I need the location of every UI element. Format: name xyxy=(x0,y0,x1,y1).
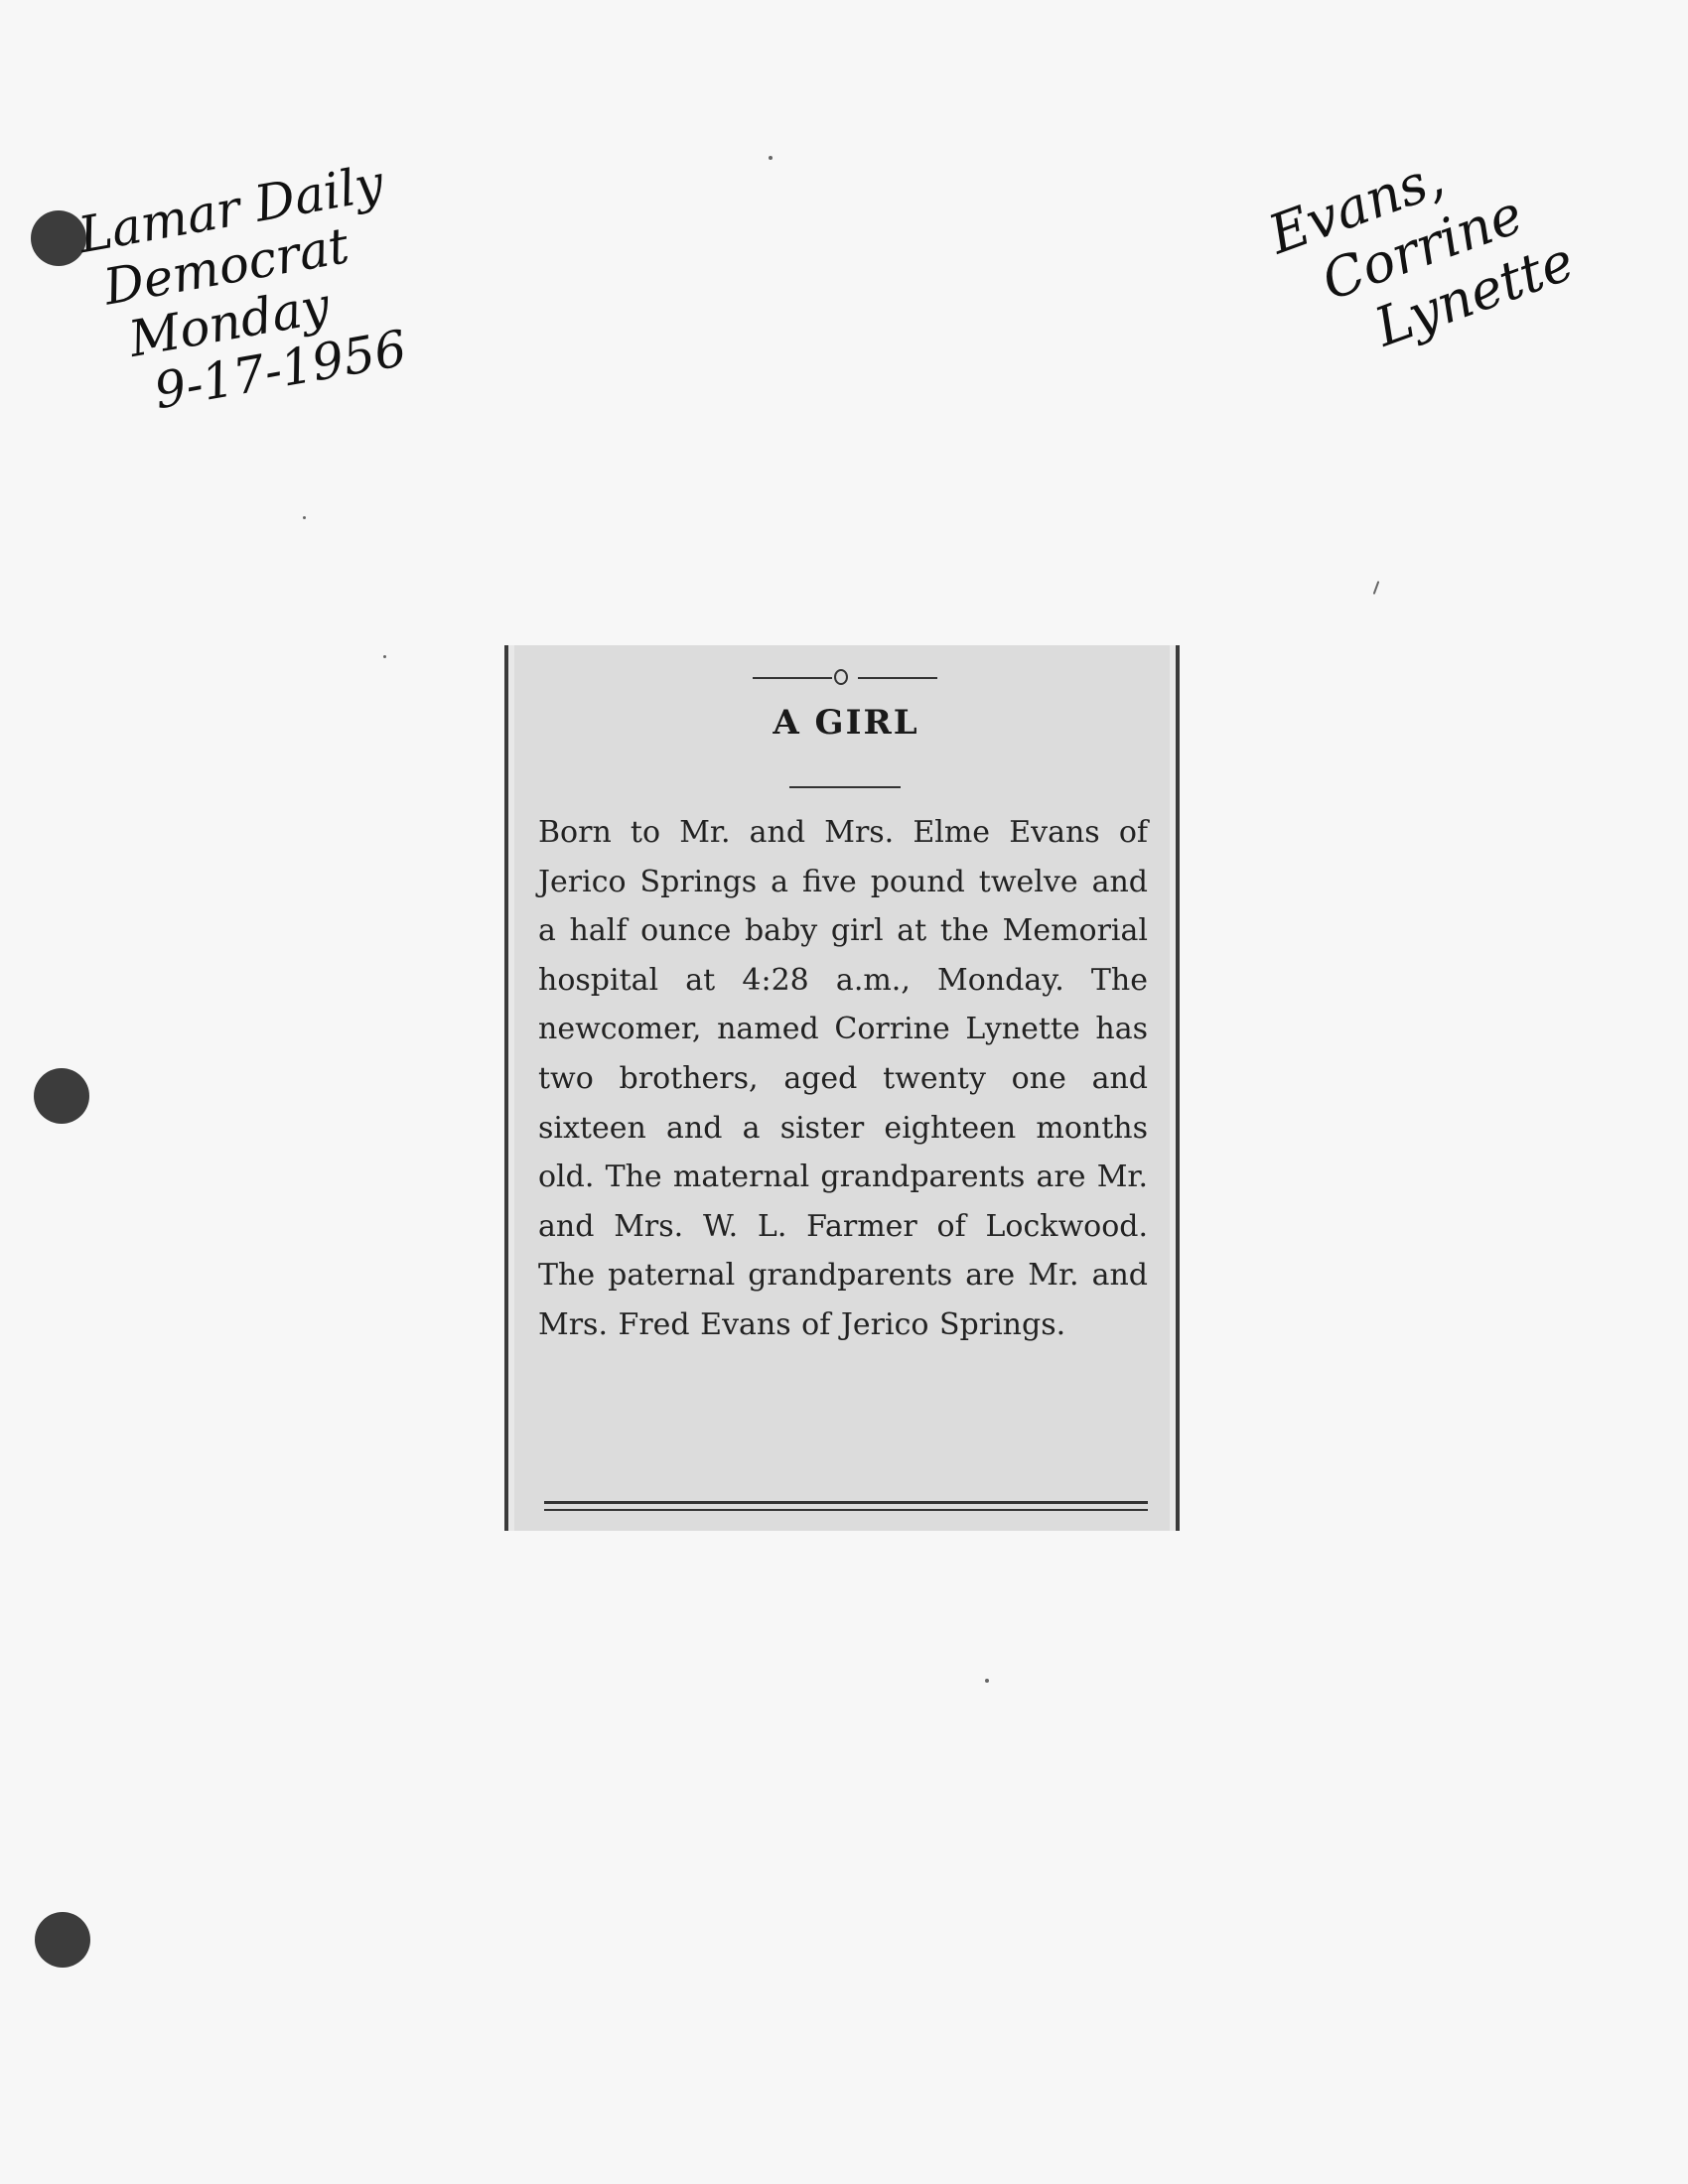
bottom-rule xyxy=(544,1501,1148,1504)
dust-speck xyxy=(303,516,306,519)
dust-speck xyxy=(985,1679,989,1683)
punch-hole xyxy=(35,1912,90,1968)
dust-speck xyxy=(769,156,773,160)
clipping-headline: A GIRL xyxy=(773,703,919,743)
headline-ornament xyxy=(834,669,848,685)
newspaper-clipping xyxy=(504,645,1180,1531)
handwritten-name-note: Evans, Corrine Lynette xyxy=(1260,145,1583,382)
punch-hole xyxy=(34,1068,89,1124)
dust-speck xyxy=(383,655,386,658)
dust-speck xyxy=(1373,581,1380,595)
headline-rule-right xyxy=(858,677,937,679)
headline-rule-left xyxy=(753,677,832,679)
handwritten-source-note: Lamar Daily Democrat Monday 9-17-1956 xyxy=(73,154,411,429)
bottom-rule xyxy=(544,1509,1148,1511)
headline-underline xyxy=(789,786,901,788)
clipping-body: Born to Mr. and Mrs. Elme Evans of Jerico Springs a five pound twelve and a half ounce baby girl at the Memorial hospital at 4:28 a.m., Monday. The newcomer, named Corrine Lynette has two brothers, aged twenty one and sixteen and a sister eighteen months old. The maternal grandparents are Mr. and Mrs. W. L. Farmer of Lockwood. The paternal grandparents are Mr. and Mrs. Fred Evans of Jerico Springs. xyxy=(538,815,1148,1342)
